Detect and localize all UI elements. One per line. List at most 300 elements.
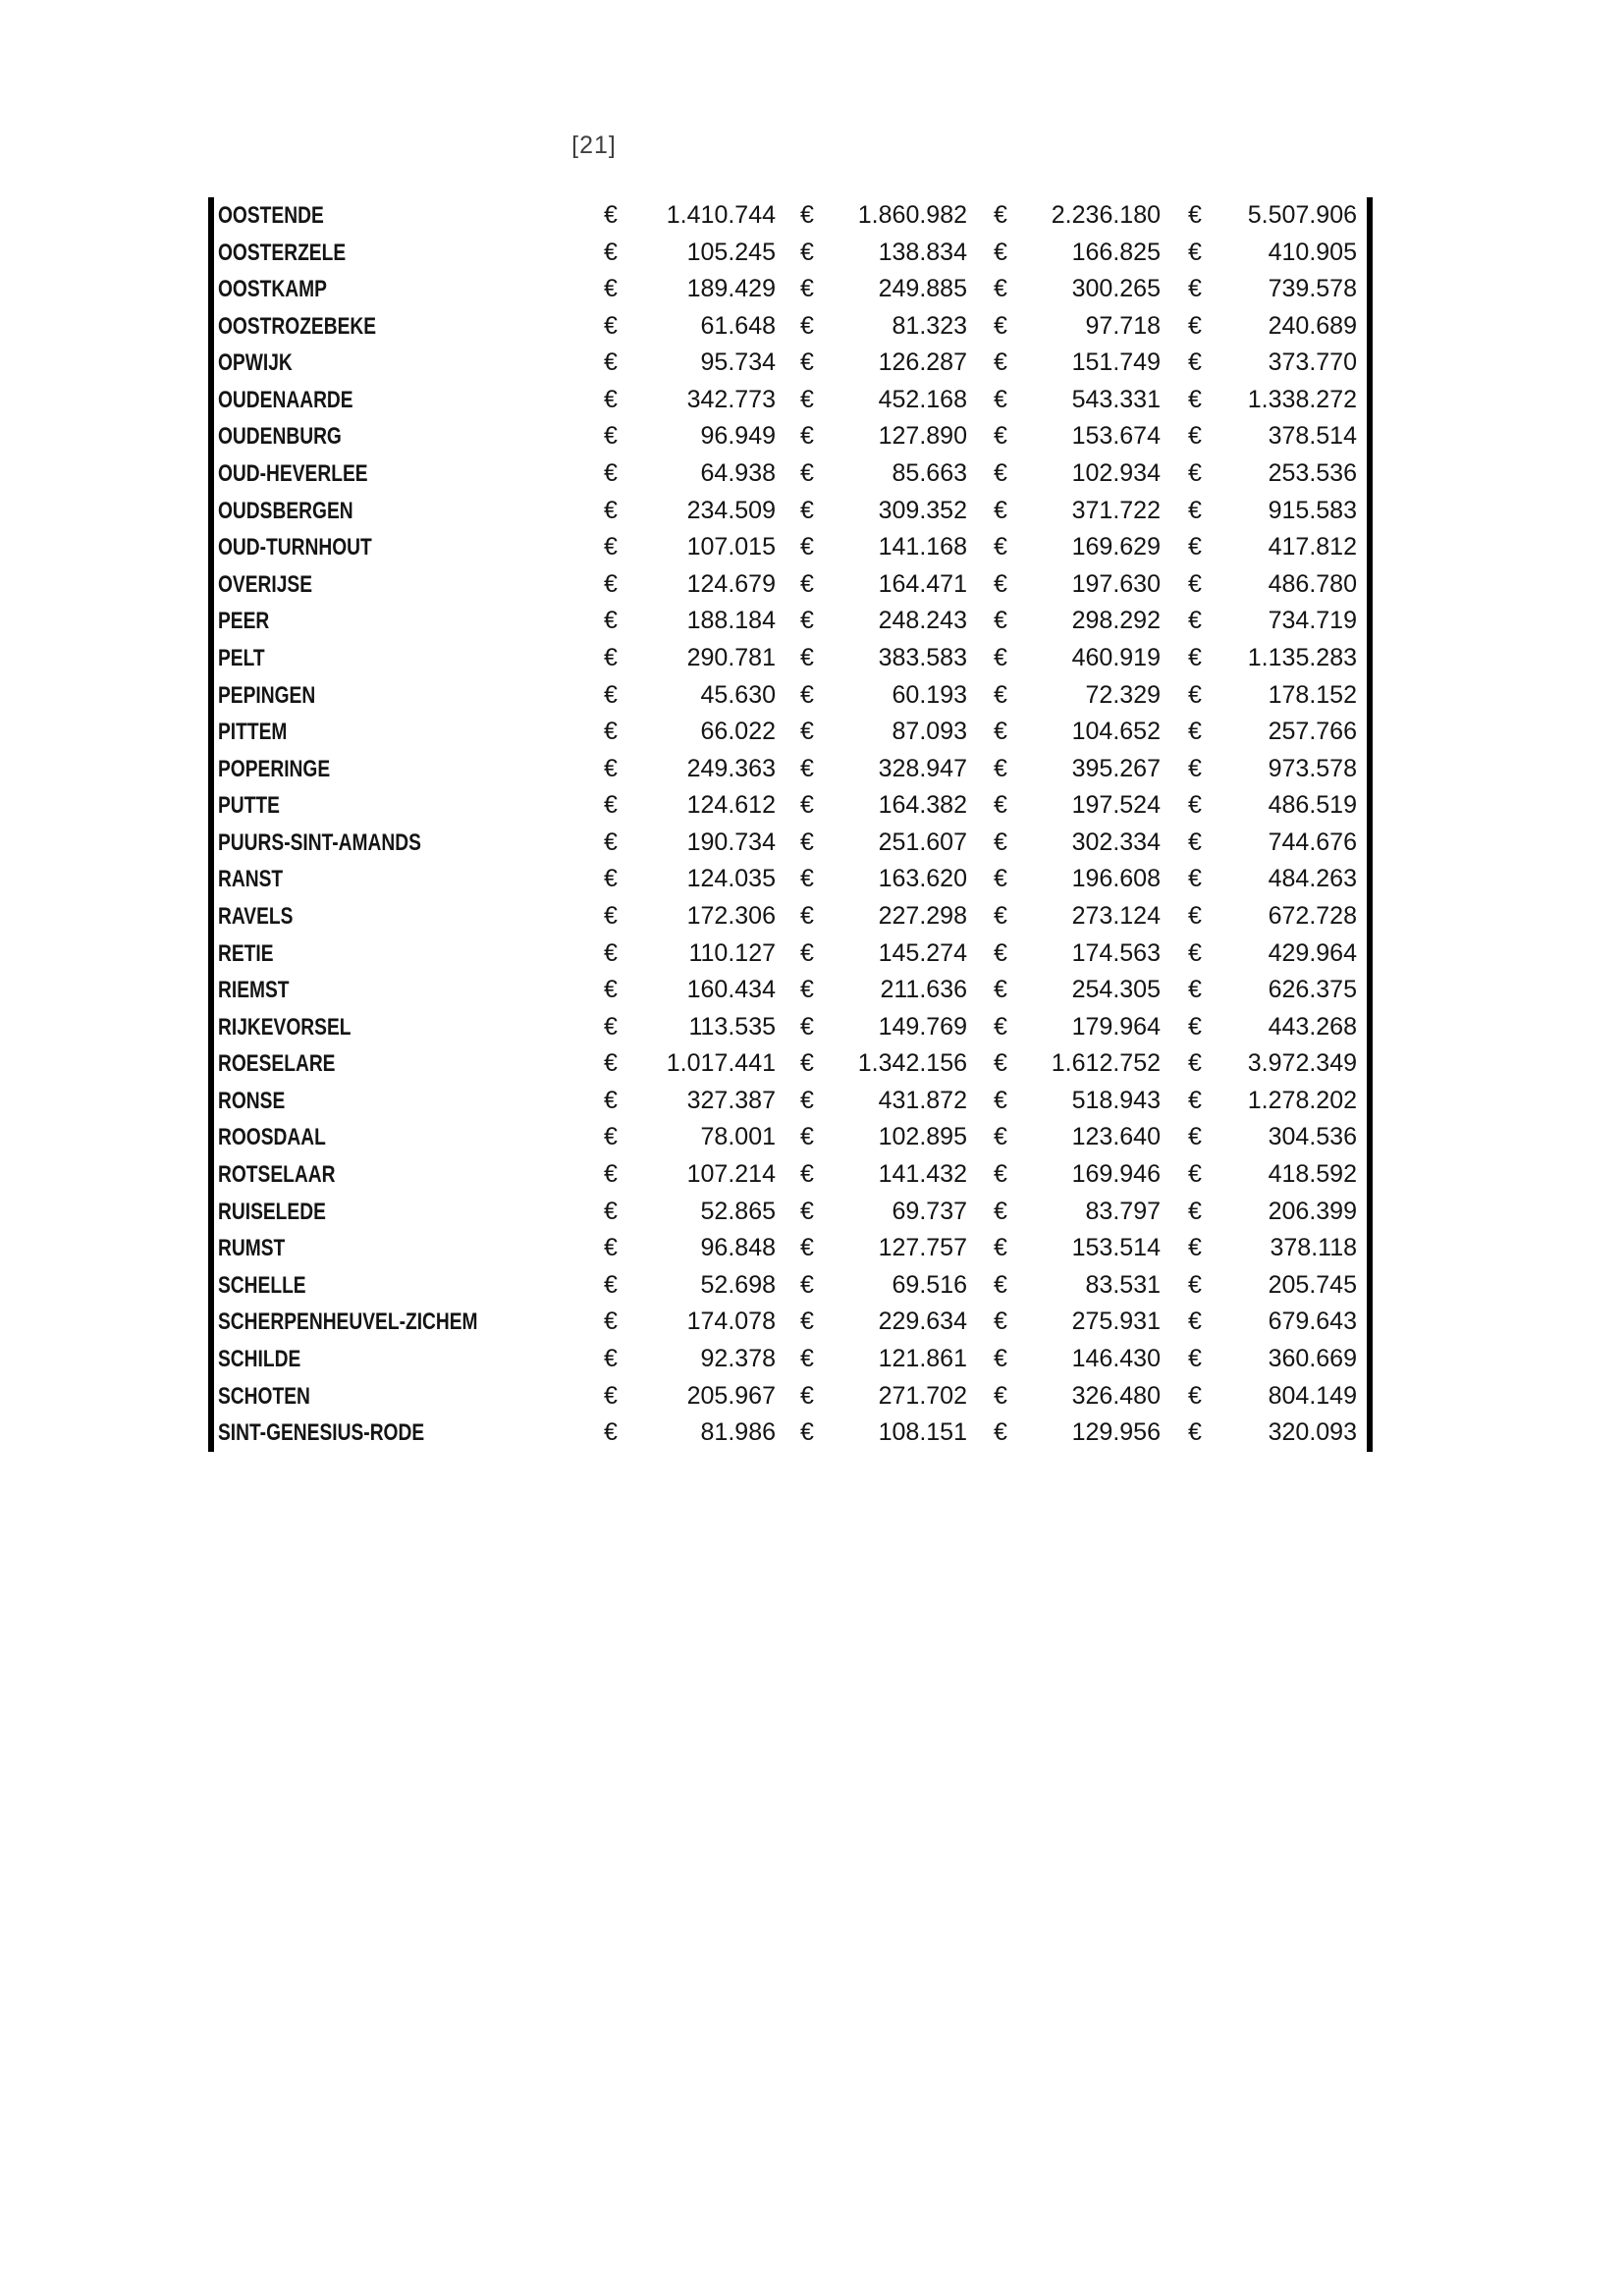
- amount-value: 126.287: [878, 348, 967, 377]
- amount-value: 672.728: [1268, 901, 1357, 930]
- euro-symbol: €: [604, 238, 618, 266]
- amount-value: 124.035: [686, 865, 776, 893]
- amount-value: 178.152: [1268, 680, 1357, 709]
- amount-value: 290.781: [686, 643, 776, 671]
- amount-value: 124.612: [686, 791, 776, 820]
- amount-value: 249.885: [878, 275, 967, 303]
- euro-symbol: €: [800, 311, 814, 340]
- municipality-name: RANST: [218, 866, 284, 893]
- euro-symbol: €: [604, 201, 618, 229]
- municipality-name: SCHOTEN: [218, 1382, 310, 1410]
- euro-symbol: €: [1188, 607, 1202, 635]
- amount-value: 1.017.441: [666, 1049, 776, 1078]
- amount-value: 69.737: [892, 1197, 967, 1225]
- euro-symbol: €: [994, 569, 1007, 598]
- amount-value: 97.718: [1085, 311, 1161, 340]
- amount-value: 744.676: [1268, 828, 1357, 856]
- municipality-name: ROESELARE: [218, 1050, 336, 1078]
- euro-symbol: €: [800, 718, 814, 746]
- euro-symbol: €: [604, 828, 618, 856]
- euro-symbol: €: [800, 459, 814, 488]
- euro-symbol: €: [604, 422, 618, 451]
- euro-symbol: €: [1188, 569, 1202, 598]
- table-row: [214, 308, 1367, 346]
- amount-value: 1.860.982: [857, 201, 967, 229]
- amount-value: 1.342.156: [857, 1049, 967, 1078]
- municipality-name: POPERINGE: [218, 755, 331, 782]
- table-row: [214, 197, 1367, 235]
- euro-symbol: €: [604, 459, 618, 488]
- euro-symbol: €: [994, 385, 1007, 413]
- euro-symbol: €: [604, 1012, 618, 1041]
- amount-value: 189.429: [686, 275, 776, 303]
- amount-value: 102.934: [1071, 459, 1161, 488]
- euro-symbol: €: [604, 791, 618, 820]
- amount-value: 127.890: [878, 422, 967, 451]
- table-row: [214, 493, 1367, 530]
- table-row: [214, 455, 1367, 493]
- euro-symbol: €: [994, 1197, 1007, 1225]
- amount-value: 298.292: [1071, 607, 1161, 635]
- euro-symbol: €: [800, 348, 814, 377]
- amount-value: 271.702: [878, 1381, 967, 1410]
- amount-value: 141.168: [878, 533, 967, 561]
- euro-symbol: €: [1188, 459, 1202, 488]
- table-row: [214, 787, 1367, 825]
- euro-symbol: €: [1188, 1123, 1202, 1151]
- municipality-name: RIJKEVORSEL: [218, 1013, 352, 1041]
- amount-value: 105.245: [686, 238, 776, 266]
- euro-symbol: €: [994, 1086, 1007, 1114]
- euro-symbol: €: [1188, 348, 1202, 377]
- amount-value: 518.943: [1071, 1086, 1161, 1114]
- amount-value: 188.184: [686, 607, 776, 635]
- euro-symbol: €: [800, 754, 814, 782]
- euro-symbol: €: [800, 1234, 814, 1262]
- euro-symbol: €: [1188, 1270, 1202, 1299]
- euro-symbol: €: [1188, 238, 1202, 266]
- euro-symbol: €: [1188, 643, 1202, 671]
- amount-value: 110.127: [688, 938, 776, 967]
- euro-symbol: €: [1188, 754, 1202, 782]
- euro-symbol: €: [604, 1418, 618, 1447]
- municipality-name: RONSE: [218, 1087, 286, 1114]
- amount-value: 328.947: [878, 754, 967, 782]
- amount-value: 151.749: [1071, 348, 1161, 377]
- euro-symbol: €: [604, 496, 618, 524]
- amount-value: 83.797: [1085, 1197, 1161, 1225]
- municipality-name: OUD-TURNHOUT: [218, 534, 372, 561]
- table-row: [214, 1230, 1367, 1267]
- amount-value: 92.378: [700, 1344, 776, 1372]
- euro-symbol: €: [800, 828, 814, 856]
- table-row: [214, 345, 1367, 382]
- euro-symbol: €: [1188, 1381, 1202, 1410]
- euro-symbol: €: [1188, 1049, 1202, 1078]
- amount-value: 257.766: [1268, 718, 1357, 746]
- euro-symbol: €: [800, 533, 814, 561]
- euro-symbol: €: [800, 496, 814, 524]
- euro-symbol: €: [994, 680, 1007, 709]
- amount-value: 486.519: [1268, 791, 1357, 820]
- amount-value: 543.331: [1071, 385, 1161, 413]
- table-row: [214, 566, 1367, 604]
- euro-symbol: €: [1188, 901, 1202, 930]
- amount-value: 69.516: [892, 1270, 967, 1299]
- table-row: [214, 1267, 1367, 1305]
- euro-symbol: €: [994, 496, 1007, 524]
- euro-symbol: €: [994, 791, 1007, 820]
- municipality-name: OOSTROZEBEKE: [218, 312, 377, 340]
- euro-symbol: €: [800, 238, 814, 266]
- euro-symbol: €: [994, 1418, 1007, 1447]
- euro-symbol: €: [994, 238, 1007, 266]
- amount-value: 52.865: [700, 1197, 776, 1225]
- euro-symbol: €: [800, 607, 814, 635]
- amount-value: 169.946: [1071, 1160, 1161, 1189]
- amount-value: 60.193: [892, 680, 967, 709]
- amount-value: 52.698: [700, 1270, 776, 1299]
- euro-symbol: €: [1188, 275, 1202, 303]
- euro-symbol: €: [994, 201, 1007, 229]
- euro-symbol: €: [800, 1049, 814, 1078]
- euro-symbol: €: [604, 1234, 618, 1262]
- table-row: [214, 935, 1367, 973]
- euro-symbol: €: [1188, 1086, 1202, 1114]
- euro-symbol: €: [994, 754, 1007, 782]
- amount-value: 327.387: [686, 1086, 776, 1114]
- euro-symbol: €: [1188, 1012, 1202, 1041]
- euro-symbol: €: [800, 569, 814, 598]
- euro-symbol: €: [1188, 938, 1202, 967]
- amount-value: 123.640: [1071, 1123, 1161, 1151]
- amount-value: 129.956: [1071, 1418, 1161, 1447]
- amount-value: 371.722: [1071, 496, 1161, 524]
- euro-symbol: €: [1188, 1160, 1202, 1189]
- amount-value: 915.583: [1268, 496, 1357, 524]
- amount-value: 253.536: [1268, 459, 1357, 488]
- euro-symbol: €: [604, 1197, 618, 1225]
- euro-symbol: €: [1188, 496, 1202, 524]
- amount-value: 205.967: [686, 1381, 776, 1410]
- amount-value: 1.410.744: [666, 201, 776, 229]
- euro-symbol: €: [604, 680, 618, 709]
- amount-value: 460.919: [1071, 643, 1161, 671]
- municipality-name: SCHELLE: [218, 1271, 306, 1299]
- amount-value: 248.243: [878, 607, 967, 635]
- euro-symbol: €: [994, 1049, 1007, 1078]
- amount-value: 2.236.180: [1051, 201, 1161, 229]
- municipality-name: OUDSBERGEN: [218, 497, 353, 524]
- euro-symbol: €: [1188, 1344, 1202, 1372]
- euro-symbol: €: [1188, 422, 1202, 451]
- euro-symbol: €: [1188, 1308, 1202, 1336]
- amount-value: 417.812: [1268, 533, 1357, 561]
- euro-symbol: €: [994, 901, 1007, 930]
- municipality-name: RAVELS: [218, 902, 294, 930]
- amount-value: 804.149: [1268, 1381, 1357, 1410]
- euro-symbol: €: [800, 1197, 814, 1225]
- amount-value: 146.430: [1071, 1344, 1161, 1372]
- municipality-name: PEPINGEN: [218, 681, 316, 709]
- municipality-name: ROOSDAAL: [218, 1124, 326, 1151]
- table-row: [214, 898, 1367, 935]
- municipality-name: OOSTKAMP: [218, 276, 327, 303]
- table-row: [214, 1083, 1367, 1120]
- table-row: [214, 271, 1367, 308]
- municipality-name: PELT: [218, 644, 265, 671]
- amount-value: 254.305: [1071, 976, 1161, 1004]
- amount-value: 174.078: [686, 1308, 776, 1336]
- amount-value: 197.524: [1071, 791, 1161, 820]
- euro-symbol: €: [800, 791, 814, 820]
- euro-symbol: €: [800, 976, 814, 1004]
- euro-symbol: €: [994, 1012, 1007, 1041]
- euro-symbol: €: [994, 607, 1007, 635]
- municipality-name: PEER: [218, 608, 270, 635]
- municipality-name: OPWIJK: [218, 349, 293, 377]
- euro-symbol: €: [800, 901, 814, 930]
- table-row: [214, 1045, 1367, 1083]
- euro-symbol: €: [800, 1160, 814, 1189]
- amount-value: 227.298: [878, 901, 967, 930]
- amount-value: 196.608: [1071, 865, 1161, 893]
- euro-symbol: €: [994, 533, 1007, 561]
- euro-symbol: €: [604, 607, 618, 635]
- municipality-name: OVERIJSE: [218, 570, 313, 598]
- amount-value: 72.329: [1085, 680, 1161, 709]
- euro-symbol: €: [800, 1381, 814, 1410]
- municipality-name: RETIE: [218, 939, 274, 967]
- table-row: [214, 861, 1367, 898]
- amount-value: 3.972.349: [1247, 1049, 1357, 1078]
- table-row: [214, 1415, 1367, 1452]
- amount-value: 190.734: [686, 828, 776, 856]
- euro-symbol: €: [1188, 385, 1202, 413]
- amount-value: 174.563: [1071, 938, 1161, 967]
- euro-symbol: €: [1188, 828, 1202, 856]
- municipality-name: OOSTERZELE: [218, 239, 347, 266]
- euro-symbol: €: [994, 1308, 1007, 1336]
- amount-value: 240.689: [1268, 311, 1357, 340]
- amount-value: 1.135.283: [1247, 643, 1357, 671]
- euro-symbol: €: [604, 754, 618, 782]
- table-row: [214, 1009, 1367, 1046]
- amount-value: 304.536: [1268, 1123, 1357, 1151]
- euro-symbol: €: [1188, 533, 1202, 561]
- euro-symbol: €: [994, 643, 1007, 671]
- euro-symbol: €: [994, 1344, 1007, 1372]
- amount-value: 127.757: [878, 1234, 967, 1262]
- table-row: [214, 1119, 1367, 1156]
- euro-symbol: €: [800, 201, 814, 229]
- euro-symbol: €: [994, 1270, 1007, 1299]
- amount-value: 163.620: [878, 865, 967, 893]
- euro-symbol: €: [1188, 1197, 1202, 1225]
- amount-value: 486.780: [1268, 569, 1357, 598]
- euro-symbol: €: [994, 1160, 1007, 1189]
- euro-symbol: €: [994, 828, 1007, 856]
- amount-value: 166.825: [1071, 238, 1161, 266]
- euro-symbol: €: [1188, 201, 1202, 229]
- page-number: [21]: [571, 132, 617, 159]
- municipality-name: SCHERPENHEUVEL-ZICHEM: [218, 1308, 478, 1336]
- euro-symbol: €: [1188, 311, 1202, 340]
- amount-value: 108.151: [878, 1418, 967, 1447]
- euro-symbol: €: [800, 1086, 814, 1114]
- amount-value: 309.352: [878, 496, 967, 524]
- amount-value: 141.432: [878, 1160, 967, 1189]
- amount-value: 452.168: [878, 385, 967, 413]
- amount-value: 326.480: [1071, 1381, 1161, 1410]
- euro-symbol: €: [604, 901, 618, 930]
- euro-symbol: €: [994, 275, 1007, 303]
- euro-symbol: €: [800, 643, 814, 671]
- euro-symbol: €: [1188, 976, 1202, 1004]
- amount-value: 1.612.752: [1051, 1049, 1161, 1078]
- euro-symbol: €: [604, 533, 618, 561]
- euro-symbol: €: [604, 1344, 618, 1372]
- amount-value: 360.669: [1268, 1344, 1357, 1372]
- municipality-name: PITTEM: [218, 719, 288, 746]
- amount-value: 121.861: [878, 1344, 967, 1372]
- table-row: [214, 677, 1367, 715]
- amount-value: 373.770: [1268, 348, 1357, 377]
- euro-symbol: €: [800, 1270, 814, 1299]
- amount-value: 378.514: [1268, 422, 1357, 451]
- table-row: [214, 418, 1367, 455]
- euro-symbol: €: [604, 718, 618, 746]
- table-row: [214, 1378, 1367, 1415]
- euro-symbol: €: [604, 976, 618, 1004]
- euro-symbol: €: [994, 938, 1007, 967]
- euro-symbol: €: [800, 1012, 814, 1041]
- table-row: [214, 714, 1367, 751]
- euro-symbol: €: [800, 1123, 814, 1151]
- amount-value: 234.509: [686, 496, 776, 524]
- amount-value: 179.964: [1071, 1012, 1161, 1041]
- euro-symbol: €: [604, 938, 618, 967]
- amount-value: 149.769: [878, 1012, 967, 1041]
- amount-value: 206.399: [1268, 1197, 1357, 1225]
- municipality-name: PUURS-SINT-AMANDS: [218, 828, 421, 856]
- amount-value: 229.634: [878, 1308, 967, 1336]
- amount-value: 87.093: [892, 718, 967, 746]
- amount-value: 107.214: [686, 1160, 776, 1189]
- amount-value: 300.265: [1071, 275, 1161, 303]
- euro-symbol: €: [604, 865, 618, 893]
- table-row: [214, 825, 1367, 862]
- amount-value: 145.274: [878, 938, 967, 967]
- table-row: [214, 235, 1367, 272]
- euro-symbol: €: [994, 1234, 1007, 1262]
- amount-value: 66.022: [700, 718, 776, 746]
- amount-value: 138.834: [878, 238, 967, 266]
- amount-value: 973.578: [1268, 754, 1357, 782]
- amount-value: 443.268: [1268, 1012, 1357, 1041]
- amount-value: 197.630: [1071, 569, 1161, 598]
- amount-value: 81.323: [892, 311, 967, 340]
- euro-symbol: €: [800, 1418, 814, 1447]
- amount-value: 273.124: [1071, 901, 1161, 930]
- amount-value: 169.629: [1071, 533, 1161, 561]
- municipality-name: RUISELEDE: [218, 1198, 326, 1225]
- amount-value: 275.931: [1071, 1308, 1161, 1336]
- euro-symbol: €: [800, 938, 814, 967]
- amount-value: 251.607: [878, 828, 967, 856]
- amount-value: 679.643: [1268, 1308, 1357, 1336]
- municipality-name: OUD-HEVERLEE: [218, 460, 368, 488]
- municipality-name: RIEMST: [218, 977, 290, 1004]
- amount-value: 249.363: [686, 754, 776, 782]
- amount-value: 61.648: [700, 311, 776, 340]
- table-row: [214, 751, 1367, 788]
- euro-symbol: €: [994, 718, 1007, 746]
- euro-symbol: €: [1188, 1234, 1202, 1262]
- amount-value: 484.263: [1268, 865, 1357, 893]
- euro-symbol: €: [994, 976, 1007, 1004]
- amount-value: 164.382: [878, 791, 967, 820]
- table-row: [214, 640, 1367, 677]
- amount-value: 1.338.272: [1247, 385, 1357, 413]
- municipality-name: SINT-GENESIUS-RODE: [218, 1419, 425, 1447]
- euro-symbol: €: [800, 865, 814, 893]
- municipalities-table: [208, 197, 1373, 1452]
- amount-value: 626.375: [1268, 976, 1357, 1004]
- amount-value: 107.015: [686, 533, 776, 561]
- municipality-name: SCHILDE: [218, 1345, 301, 1372]
- euro-symbol: €: [800, 1308, 814, 1336]
- euro-symbol: €: [994, 865, 1007, 893]
- euro-symbol: €: [800, 1344, 814, 1372]
- municipality-name: OUDENAARDE: [218, 386, 353, 413]
- euro-symbol: €: [800, 385, 814, 413]
- euro-symbol: €: [994, 1381, 1007, 1410]
- amount-value: 734.719: [1268, 607, 1357, 635]
- euro-symbol: €: [604, 1308, 618, 1336]
- amount-value: 85.663: [892, 459, 967, 488]
- amount-value: 164.471: [878, 569, 967, 598]
- amount-value: 124.679: [686, 569, 776, 598]
- euro-symbol: €: [1188, 865, 1202, 893]
- amount-value: 418.592: [1268, 1160, 1357, 1189]
- euro-symbol: €: [604, 311, 618, 340]
- amount-value: 104.652: [1071, 718, 1161, 746]
- euro-symbol: €: [604, 1381, 618, 1410]
- amount-value: 342.773: [686, 385, 776, 413]
- amount-value: 431.872: [878, 1086, 967, 1114]
- amount-value: 1.278.202: [1247, 1086, 1357, 1114]
- amount-value: 320.093: [1268, 1418, 1357, 1447]
- amount-value: 205.745: [1268, 1270, 1357, 1299]
- euro-symbol: €: [994, 348, 1007, 377]
- municipality-name: PUTTE: [218, 792, 280, 820]
- municipality-name: RUMST: [218, 1235, 286, 1262]
- amount-value: 378.118: [1270, 1234, 1357, 1262]
- amount-value: 383.583: [878, 643, 967, 671]
- amount-value: 429.964: [1268, 938, 1357, 967]
- table-row: [214, 1156, 1367, 1194]
- municipality-name: OUDENBURG: [218, 423, 342, 451]
- amount-value: 95.734: [700, 348, 776, 377]
- table-row: [214, 603, 1367, 640]
- amount-value: 739.578: [1268, 275, 1357, 303]
- amount-value: 81.986: [700, 1418, 776, 1447]
- euro-symbol: €: [1188, 791, 1202, 820]
- euro-symbol: €: [604, 1123, 618, 1151]
- euro-symbol: €: [1188, 1418, 1202, 1447]
- amount-value: 211.636: [880, 976, 967, 1004]
